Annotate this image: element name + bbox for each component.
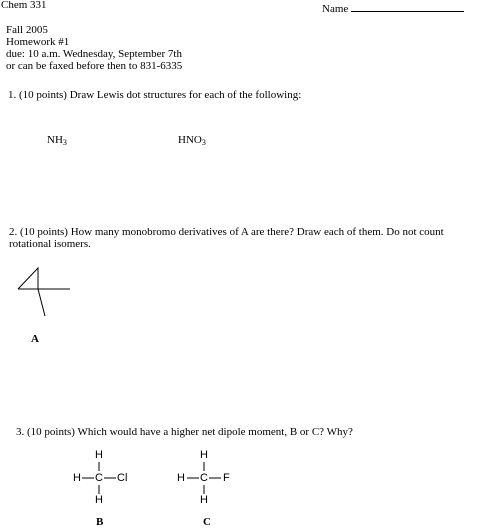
- b-left-h: H: [73, 472, 81, 484]
- formula-main: NH: [47, 134, 63, 146]
- c-bottom-h: H: [200, 494, 208, 506]
- question-1: 1. (10 points) Draw Lewis dot structures for each of the following:: [8, 89, 302, 101]
- homework-title: Homework #1: [6, 36, 70, 48]
- name-label: Name: [322, 3, 349, 15]
- b-top-h: H: [95, 449, 103, 461]
- formula-main: HNO: [178, 134, 202, 146]
- c-top-h: H: [200, 449, 208, 461]
- c-carbon: C: [200, 472, 208, 484]
- question-3: 3. (10 points) Which would have a higher net dipole moment, B or C? Why?: [16, 426, 353, 438]
- course-title: Chem 331: [1, 0, 47, 11]
- b-chlorine: Cl: [117, 472, 128, 484]
- c-fluorine: F: [223, 472, 230, 484]
- b-bottom-h: H: [95, 494, 103, 506]
- due-date: due: 10 a.m. Wednesday, September 7th: [6, 48, 182, 60]
- term: Fall 2005: [6, 24, 48, 36]
- fax-info: or can be faxed before then to 831-6335: [6, 60, 183, 72]
- molecule-c-label: C: [203, 516, 211, 528]
- b-carbon: C: [95, 472, 103, 484]
- question-2-line-2: rotational isomers.: [9, 238, 91, 250]
- question-2-line-1: 2. (10 points) How many monobromo derivatives of A are there? Draw each of them. Do not count: [9, 226, 444, 238]
- structure-a-label: A: [31, 333, 39, 345]
- formula-subscript: 3: [62, 138, 67, 147]
- formula-subscript: 3: [201, 138, 206, 147]
- c-left-h: H: [177, 472, 185, 484]
- molecule-b-label: B: [96, 516, 104, 528]
